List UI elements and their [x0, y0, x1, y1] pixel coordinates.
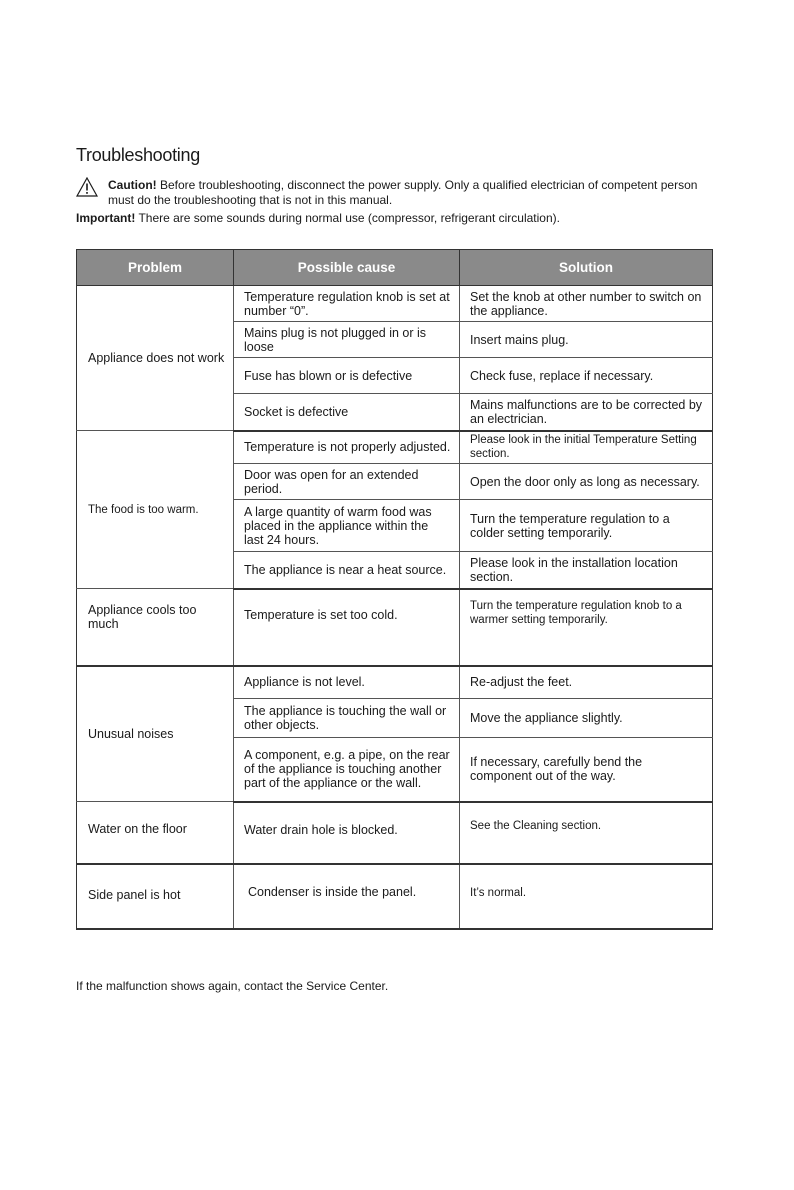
cause-cell: Appliance is not level.: [234, 666, 460, 699]
solution-cell: Turn the temperature regulation to a colder setting temporarily.: [460, 500, 713, 552]
table-row: [77, 666, 713, 699]
header-solution: Solution: [460, 250, 713, 286]
problem-cell: Appliance does not work: [77, 286, 234, 431]
caution-text: Before troubleshooting, disconnect the power supply. Only a qualified electrician of competent person must do the troubleshooting that is not in this manual.: [108, 178, 698, 207]
solution-cell: It’s normal.: [460, 864, 713, 929]
cause-cell: Temperature is set too cold.: [234, 589, 460, 666]
problem-cell: Water on the floor: [77, 802, 234, 864]
cause-cell: Temperature regulation knob is set at number “0”.: [234, 286, 460, 322]
table-row: [77, 431, 713, 464]
table-header-row: [77, 250, 713, 286]
header-problem: Problem: [77, 250, 234, 286]
cause-cell: Mains plug is not plugged in or is loose: [234, 322, 460, 358]
problem-cell: Appliance cools too much: [77, 589, 234, 666]
table-row: [77, 802, 713, 864]
service-center-note: If the malfunction shows again, contact the Service Center.: [76, 979, 389, 993]
solution-cell: See the Cleaning section.: [460, 802, 713, 864]
important-note: [76, 211, 560, 226]
solution-cell: Check fuse, replace if necessary.: [460, 358, 713, 394]
caution-note: [108, 178, 708, 208]
cause-cell: The appliance is near a heat source.: [234, 552, 460, 589]
solution-cell: Insert mains plug.: [460, 322, 713, 358]
caution-label: Caution!: [108, 178, 157, 192]
important-text: There are some sounds during normal use (compressor, refrigerant circulation).: [135, 211, 560, 225]
table-row: [77, 286, 713, 322]
solution-cell: Mains malfunctions are to be corrected by an electrician.: [460, 394, 713, 431]
cause-cell: Temperature is not properly adjusted.: [234, 431, 460, 464]
cause-cell: Water drain hole is blocked.: [234, 802, 460, 864]
table-row: [77, 589, 713, 666]
cause-cell: Socket is defective: [234, 394, 460, 431]
cause-cell: A component, e.g. a pipe, on the rear of the appliance is touching another part of the appliance or the wall.: [234, 738, 460, 802]
problem-cell: Unusual noises: [77, 666, 234, 802]
problem-cell: The food is too warm.: [77, 431, 234, 589]
solution-cell: Please look in the initial Temperature Setting section.: [460, 431, 713, 464]
problem-cell: Side panel is hot: [77, 864, 234, 929]
solution-cell: Please look in the installation location section.: [460, 552, 713, 589]
solution-cell: Turn the temperature regulation knob to a warmer setting temporarily.: [460, 589, 713, 666]
solution-cell: Re-adjust the feet.: [460, 666, 713, 699]
warning-triangle-icon: [76, 177, 98, 197]
troubleshooting-table: [76, 249, 713, 930]
cause-cell: Fuse has blown or is defective: [234, 358, 460, 394]
solution-cell: Set the knob at other number to switch on the appliance.: [460, 286, 713, 322]
page-title: Troubleshooting: [76, 145, 200, 165]
cause-cell: A large quantity of warm food was placed in the appliance within the last 24 hours.: [234, 500, 460, 552]
cause-cell: Condenser is inside the panel.: [234, 864, 460, 929]
table-row: [77, 864, 713, 929]
header-possible-cause: Possible cause: [234, 250, 460, 286]
solution-cell: Move the appliance slightly.: [460, 699, 713, 738]
solution-cell: If necessary, carefully bend the component out of the way.: [460, 738, 713, 802]
important-label: Important!: [76, 211, 136, 225]
cause-cell: The appliance is touching the wall or other objects.: [234, 699, 460, 738]
solution-cell: Open the door only as long as necessary.: [460, 464, 713, 500]
cause-cell: Door was open for an extended period.: [234, 464, 460, 500]
